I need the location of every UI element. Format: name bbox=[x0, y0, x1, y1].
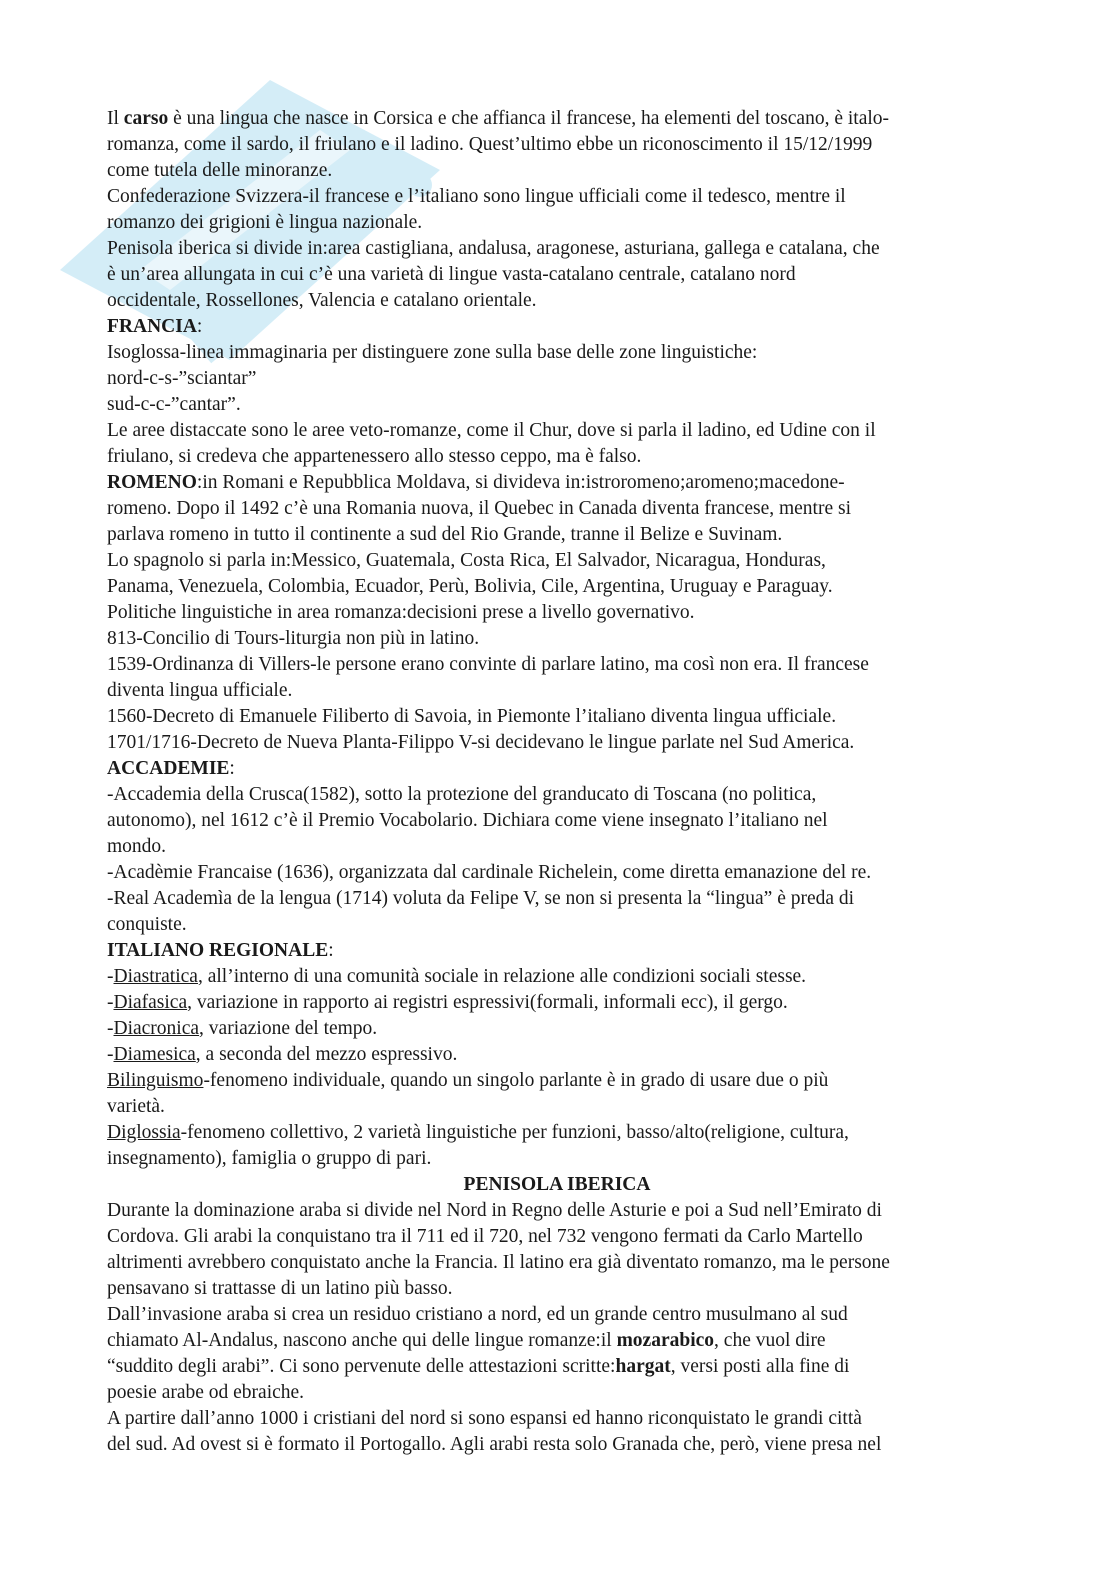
text-line bbox=[107, 886, 1007, 912]
text-line bbox=[107, 1016, 1007, 1042]
text-segment: Dall’invasione araba si crea un residuo cristiano a nord, ed un grande centro musulmano al sud bbox=[107, 1304, 848, 1325]
text-line bbox=[107, 756, 1007, 782]
text-line bbox=[107, 158, 1007, 184]
text-segment: altrimenti avrebbero conquistato anche la Francia. Il latino era già diventato romanzo, ma le persone bbox=[107, 1252, 890, 1273]
text-segment: parlava romeno in tutto il continente a sud del Rio Grande, tranne il Belize e Suvinam. bbox=[107, 524, 783, 545]
text-line bbox=[107, 1068, 1007, 1094]
text-line bbox=[107, 470, 1007, 496]
text-line bbox=[107, 418, 1007, 444]
bold-term: PENISOLA IBERICA bbox=[463, 1174, 651, 1195]
text-segment: : bbox=[229, 758, 235, 779]
text-line bbox=[107, 1198, 1007, 1224]
text-segment: - bbox=[107, 966, 114, 987]
text-segment: mondo. bbox=[107, 836, 167, 857]
text-line bbox=[107, 1432, 1007, 1458]
text-line bbox=[107, 678, 1007, 704]
text-segment: 813-Concilio di Tours-liturgia non più in latino. bbox=[107, 628, 480, 649]
text-segment: autonomo), nel 1612 c’è il Premio Vocabolario. Dichiara come viene insegnato l’italiano nel bbox=[107, 810, 828, 831]
text-segment: conquiste. bbox=[107, 914, 187, 935]
text-segment: “suddito degli arabi”. Ci sono pervenute delle attestazioni scritte: bbox=[107, 1356, 616, 1377]
text-segment: sud-c-c-”cantar”. bbox=[107, 394, 241, 415]
text-segment: , variazione in rapporto ai registri espressivi(formali, informali ecc), il gergo. bbox=[187, 992, 788, 1013]
text-line bbox=[107, 210, 1007, 236]
text-segment: : bbox=[196, 316, 203, 337]
text-segment: -fenomeno collettivo, 2 varietà linguistiche per funzioni, basso/alto(religione, cultura, bbox=[180, 1122, 849, 1143]
text-segment: poesie arabe od ebraiche. bbox=[107, 1382, 305, 1403]
text-segment: -Acadèmie Francaise (1636), organizzata dal cardinale Richelein, come diretta emanazione del re. bbox=[107, 862, 872, 883]
underlined-term: Bilinguismo bbox=[107, 1070, 204, 1091]
text-line bbox=[107, 600, 1007, 626]
text-segment: -Accademia della Crusca(1582), sotto la protezione del granducato di Toscana (no politica, bbox=[107, 784, 817, 805]
text-line bbox=[107, 626, 1007, 652]
text-segment: Durante la dominazione araba si divide nel Nord in Regno delle Asturie e poi a Sud nell’Emirato di bbox=[107, 1200, 882, 1221]
text-line bbox=[107, 262, 1007, 288]
text-line bbox=[107, 1224, 1007, 1250]
text-line bbox=[107, 1172, 1007, 1198]
text-segment: pensavano si trattasse di un latino più basso. bbox=[107, 1278, 453, 1299]
bold-term: ACCADEMIE bbox=[107, 758, 230, 779]
text-line bbox=[107, 808, 1007, 834]
bold-term: carso bbox=[123, 108, 169, 129]
text-segment: del sud. Ad ovest si è formato il Portogallo. Agli arabi resta solo Granada che, però, viene presa nel bbox=[107, 1434, 882, 1455]
text-line bbox=[107, 522, 1007, 548]
text-line bbox=[107, 730, 1007, 756]
text-segment: Le aree distaccate sono le aree veto-romanze, come il Chur, dove si parla il ladino, ed Udine con il bbox=[107, 420, 876, 441]
text-line bbox=[107, 1302, 1007, 1328]
text-segment: come tutela delle minoranze. bbox=[107, 160, 333, 181]
text-segment: nord-c-s-”sciantar” bbox=[107, 368, 257, 389]
text-segment: : bbox=[328, 940, 334, 961]
text-line bbox=[107, 1094, 1007, 1120]
text-line bbox=[107, 392, 1007, 418]
text-line bbox=[107, 1406, 1007, 1432]
text-line bbox=[107, 652, 1007, 678]
text-line bbox=[107, 184, 1007, 210]
bold-term: ROMENO bbox=[107, 472, 197, 493]
text-segment: - bbox=[107, 1044, 114, 1065]
text-line bbox=[107, 496, 1007, 522]
bold-term: mozarabico bbox=[616, 1330, 715, 1351]
text-line bbox=[107, 340, 1007, 366]
text-segment: Cordova. Gli arabi la conquistano tra il 711 ed il 720, nel 732 vengono fermati da Carlo Martello bbox=[107, 1226, 863, 1247]
text-segment: A partire dall’anno 1000 i cristiani del nord si sono espansi ed hanno riconquistato le grandi città bbox=[107, 1408, 862, 1429]
text-segment: -fenomeno individuale, quando un singolo parlante è in grado di usare due o più bbox=[203, 1070, 829, 1091]
text-line bbox=[107, 704, 1007, 730]
text-segment: è un’area allungata in cui c’è una varietà di lingue vasta-catalano centrale, catalano nord bbox=[107, 264, 796, 285]
text-segment: Politiche linguistiche in area romanza:decisioni prese a livello governativo. bbox=[107, 602, 695, 623]
text-line bbox=[107, 990, 1007, 1016]
text-line bbox=[107, 288, 1007, 314]
text-line bbox=[107, 236, 1007, 262]
text-segment: occidentale, Rossellones, Valencia e catalano orientale. bbox=[107, 290, 537, 311]
text-segment: , versi posti alla fine di bbox=[670, 1356, 850, 1377]
text-segment: Panama, Venezuela, Colombia, Ecuador, Perù, Bolivia, Cile, Argentina, Uruguay e Paraguay. bbox=[107, 576, 833, 597]
text-segment: friulano, si credeva che appartenessero allo stesso ceppo, ma è falso. bbox=[107, 446, 642, 467]
text-segment: - bbox=[107, 1018, 114, 1039]
text-segment: , a seconda del mezzo espressivo. bbox=[195, 1044, 458, 1065]
bold-term: ITALIANO REGIONALE bbox=[107, 940, 329, 961]
text-segment: Il bbox=[107, 108, 124, 129]
text-line bbox=[107, 444, 1007, 470]
underlined-term: Diastratica bbox=[113, 966, 198, 987]
text-segment: , variazione del tempo. bbox=[199, 1018, 378, 1039]
text-segment: diventa lingua ufficiale. bbox=[107, 680, 293, 701]
text-line bbox=[107, 964, 1007, 990]
text-line bbox=[107, 132, 1007, 158]
text-segment: 1560-Decreto di Emanuele Filiberto di Savoia, in Piemonte l’italiano diventa lingua ufficiale. bbox=[107, 706, 837, 727]
text-line bbox=[107, 574, 1007, 600]
text-line bbox=[107, 1146, 1007, 1172]
text-segment: chiamato Al-Andalus, nascono anche qui delle lingue romanze:il bbox=[107, 1330, 617, 1351]
text-line bbox=[107, 366, 1007, 392]
text-line bbox=[107, 860, 1007, 886]
text-segment: insegnamento), famiglia o gruppo di pari. bbox=[107, 1148, 432, 1169]
text-line bbox=[107, 314, 1007, 340]
text-line bbox=[107, 106, 1007, 132]
text-segment: :in Romani e Repubblica Moldava, si divideva in:istroromeno;aromeno;macedone- bbox=[196, 472, 845, 493]
underlined-term: Diacronica bbox=[113, 1018, 200, 1039]
text-line bbox=[107, 1328, 1007, 1354]
text-segment: è una lingua che nasce in Corsica e che affianca il francese, ha elementi del toscano, è italo- bbox=[168, 108, 890, 129]
text-segment: Confederazione Svizzera-il francese e l’italiano sono lingue ufficiali come il tedesco, mentre il bbox=[107, 186, 846, 207]
text-line bbox=[107, 1120, 1007, 1146]
text-line bbox=[107, 1250, 1007, 1276]
text-segment: -Real Academìa de la lengua (1714) voluta da Felipe V, se non si presenta la “lingua” è preda di bbox=[107, 888, 855, 909]
text-segment: , che vuol dire bbox=[714, 1330, 826, 1351]
text-line bbox=[107, 938, 1007, 964]
bold-term: hargat bbox=[615, 1356, 671, 1377]
text-segment: romeno. Dopo il 1492 c’è una Romania nuova, il Quebec in Canada diventa francese, mentre si bbox=[107, 498, 852, 519]
text-line bbox=[107, 834, 1007, 860]
underlined-term: Diafasica bbox=[113, 992, 188, 1013]
underlined-term: Diglossia bbox=[107, 1122, 181, 1143]
text-segment: 1539-Ordinanza di Villers-le persone erano convinte di parlare latino, ma così non era. Il francese bbox=[107, 654, 869, 675]
text-line bbox=[107, 782, 1007, 808]
text-segment: Penisola iberica si divide in:area castigliana, andalusa, aragonese, asturiana, gallega e catalana, che bbox=[107, 238, 880, 259]
text-segment: - bbox=[107, 992, 114, 1013]
text-segment: romanza, come il sardo, il friulano e il ladino. Quest’ultimo ebbe un riconoscimento il 15/12/1999 bbox=[107, 134, 873, 155]
text-line bbox=[107, 1276, 1007, 1302]
text-line bbox=[107, 1354, 1007, 1380]
text-segment: romanzo dei grigioni è lingua nazionale. bbox=[107, 212, 423, 233]
text-line bbox=[107, 1380, 1007, 1406]
document-page bbox=[107, 106, 1007, 1458]
text-segment: Lo spagnolo si parla in:Messico, Guatemala, Costa Rica, El Salvador, Nicaragua, Honduras, bbox=[107, 550, 826, 571]
underlined-term: Diamesica bbox=[113, 1044, 196, 1065]
text-segment: , all’interno di una comunità sociale in relazione alle condizioni sociali stesse. bbox=[197, 966, 807, 987]
text-segment: varietà. bbox=[107, 1096, 165, 1117]
text-segment: Isoglossa-linea immaginaria per distinguere zone sulla base delle zone linguistiche: bbox=[107, 342, 758, 363]
text-line bbox=[107, 912, 1007, 938]
text-line bbox=[107, 1042, 1007, 1068]
bold-term: FRANCIA bbox=[107, 316, 197, 337]
text-segment: 1701/1716-Decreto de Nueva Planta-Filippo V-si decidevano le lingue parlate nel Sud America. bbox=[107, 732, 855, 753]
text-line bbox=[107, 548, 1007, 574]
